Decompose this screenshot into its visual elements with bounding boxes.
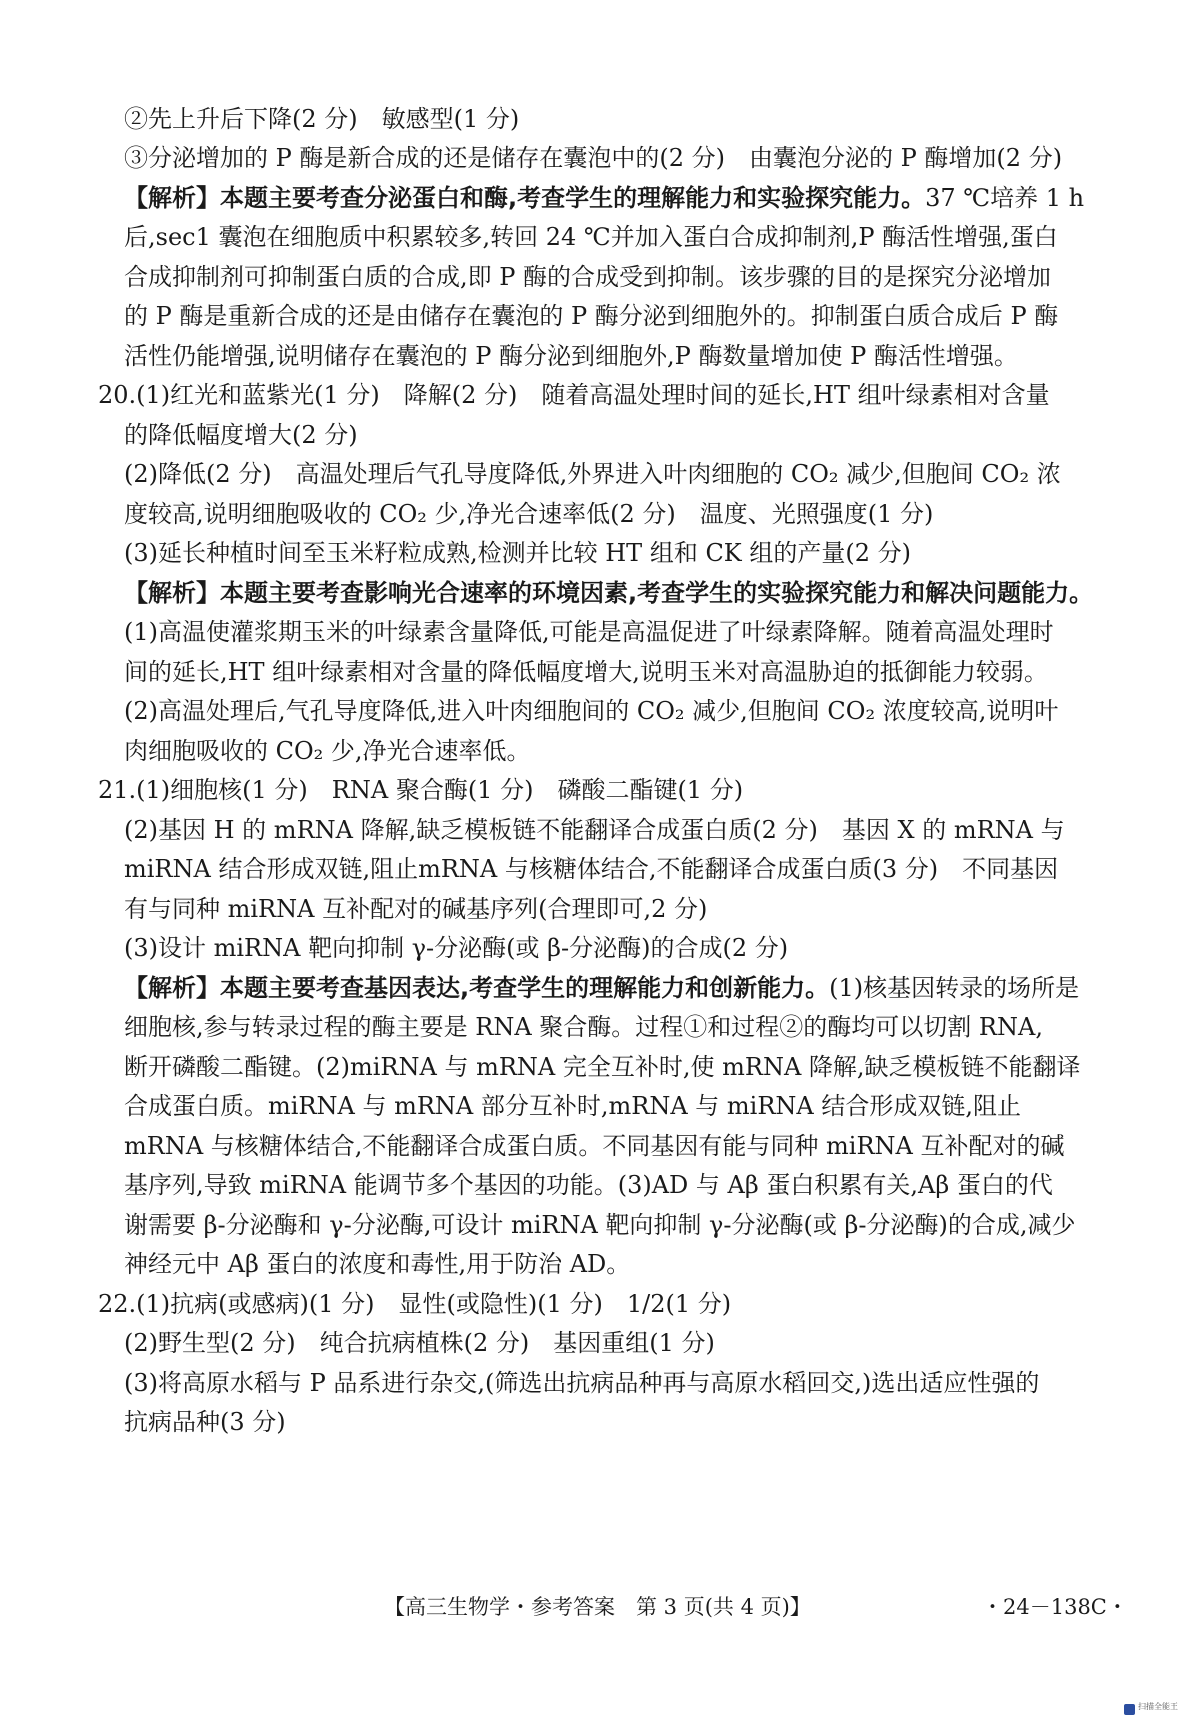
text-line: ③分泌增加的 P 酶是新合成的还是储存在囊泡中的(2 分) 由囊泡分泌的 P 酶增加(2 分) bbox=[124, 144, 1063, 172]
text-line: 合成蛋白质。miRNA 与 mRNA 部分互补时,mRNA 与 miRNA 结合形成双链,阻止 bbox=[124, 1092, 1022, 1120]
text-line: ②先上升后下降(2 分) 敏感型(1 分) bbox=[124, 105, 520, 133]
text-line: 活性仍能增强,说明储存在囊泡的 P 酶分泌到细胞外,P 酶数量增加使 P 酶活性增强。 bbox=[124, 342, 1018, 370]
text-line: (1)高温使灌浆期玉米的叶绿素含量降低,可能是高温促进了叶绿素降解。随着高温处理时 bbox=[124, 618, 1054, 646]
text-line: 的降低幅度增大(2 分) bbox=[124, 421, 358, 449]
text-line: 细胞核,参与转录过程的酶主要是 RNA 聚合酶。过程①和过程②的酶均可以切割 RNA, bbox=[124, 1013, 1043, 1041]
text-line: (3)设计 miRNA 靶向抑制 γ-分泌酶(或 β-分泌酶)的合成(2 分) bbox=[124, 934, 789, 962]
text-line: (3)将高原水稻与 P 品系进行杂交,(筛选出抗病品种再与高原水稻回交,)选出适应性强的 bbox=[124, 1369, 1040, 1397]
text-line: 后,sec1 囊泡在细胞质中积累较多,转回 24 ℃并加入蛋白合成抑制剂,P 酶活性增强,蛋白 bbox=[124, 223, 1058, 251]
question-21: 21.(1)细胞核(1 分) RNA 聚合酶(1 分) 磷酸二酯键(1 分) bbox=[98, 776, 744, 804]
text-line: 合成抑制剂可抑制蛋白质的合成,即 P 酶的合成受到抑制。该步骤的目的是探究分泌增加 bbox=[124, 263, 1052, 291]
text-line: 肉细胞吸收的 CO₂ 少,净光合速率低。 bbox=[124, 737, 531, 765]
text-line: 间的延长,HT 组叶绿素相对含量的降低幅度增大,说明玉米对高温胁迫的抵御能力较弱。 bbox=[124, 658, 1048, 686]
text-line: 神经元中 Aβ 蛋白的浓度和毒性,用于防治 AD。 bbox=[124, 1250, 631, 1278]
text-line: 基序列,导致 miRNA 能调节多个基因的功能。(3)AD 与 Aβ 蛋白积累有关,Aβ 蛋白的代 bbox=[124, 1171, 1053, 1199]
text-line: 抗病品种(3 分) bbox=[124, 1408, 286, 1436]
text-line: (2)野生型(2 分) 纯合抗病植株(2 分) 基因重组(1 分) bbox=[124, 1329, 715, 1357]
text-line: 谢需要 β-分泌酶和 γ-分泌酶,可设计 miRNA 靶向抑制 γ-分泌酶(或 β-分泌酶)的合成,减少 bbox=[124, 1211, 1076, 1239]
text-line: 断开磷酸二酯键。(2)miRNA 与 mRNA 完全互补时,使 mRNA 降解,缺乏模板链不能翻译 bbox=[124, 1053, 1081, 1081]
text-line: 的 P 酶是重新合成的还是由储存在囊泡的 P 酶分泌到细胞外的。抑制蛋白质合成后 P 酶 bbox=[124, 302, 1059, 330]
text-line: mRNA 与核糖体结合,不能翻译合成蛋白质。不同基因有能与同种 miRNA 互补配对的碱 bbox=[124, 1132, 1065, 1160]
text-line: 度较高,说明细胞吸收的 CO₂ 少,净光合速率低(2 分) 温度、光照强度(1 分) bbox=[124, 500, 934, 528]
analysis-heading: 【解析】本题主要考查基因表达,考查学生的理解能力和创新能力。 bbox=[124, 974, 830, 1002]
footer-code: ・24－138C・ bbox=[982, 1595, 1128, 1619]
watermark-text: 扫描全能王 bbox=[1138, 1702, 1178, 1711]
text-line: miRNA 结合形成双链,阻止mRNA 与核糖体结合,不能翻译合成蛋白质(3 分) 不同基因 bbox=[124, 855, 1059, 883]
text-line bbox=[124, 973, 1104, 1003]
text-line: (2)降低(2 分) 高温处理后气孔导度降低,外界进入叶肉细胞的 CO₂ 减少,但胞间 CO₂ 浓 bbox=[124, 460, 1061, 488]
text-line: 有与同种 miRNA 互补配对的碱基序列(合理即可,2 分) bbox=[124, 895, 708, 923]
analysis-text: (1)核基因转录的场所是 bbox=[829, 974, 1080, 1002]
analysis-text: 37 ℃培养 1 h bbox=[925, 184, 1085, 212]
question-22: 22.(1)抗病(或感病)(1 分) 显性(或隐性)(1 分) 1/2(1 分) bbox=[98, 1290, 732, 1318]
scanner-watermark bbox=[1124, 1702, 1194, 1720]
text-line: (2)基因 H 的 mRNA 降解,缺乏模板链不能翻译合成蛋白质(2 分) 基因 X 的 mRNA 与 bbox=[124, 816, 1065, 844]
text-line: (3)延长种植时间至玉米籽粒成熟,检测并比较 HT 组和 CK 组的产量(2 分) bbox=[124, 539, 911, 567]
analysis-heading: 【解析】本题主要考查分泌蛋白和酶,考查学生的理解能力和实验探究能力。 bbox=[124, 184, 926, 212]
text-line bbox=[124, 183, 1104, 213]
page-footer bbox=[0, 1590, 1200, 1624]
footer-title: 【高三生物学・参考答案 第 3 页(共 4 页)】 bbox=[384, 1595, 811, 1619]
question-20: 20.(1)红光和蓝紫光(1 分) 降解(2 分) 随着高温处理时间的延长,HT 组叶绿素相对含量 bbox=[98, 381, 1050, 409]
analysis-heading: 【解析】本题主要考查影响光合速率的环境因素,考查学生的实验探究能力和解决问题能力。 bbox=[124, 579, 1094, 607]
text-line: (2)高温处理后,气孔导度降低,进入叶肉细胞间的 CO₂ 减少,但胞间 CO₂ 浓度较高,说明叶 bbox=[124, 697, 1059, 725]
cs-logo-icon bbox=[1124, 1704, 1135, 1715]
